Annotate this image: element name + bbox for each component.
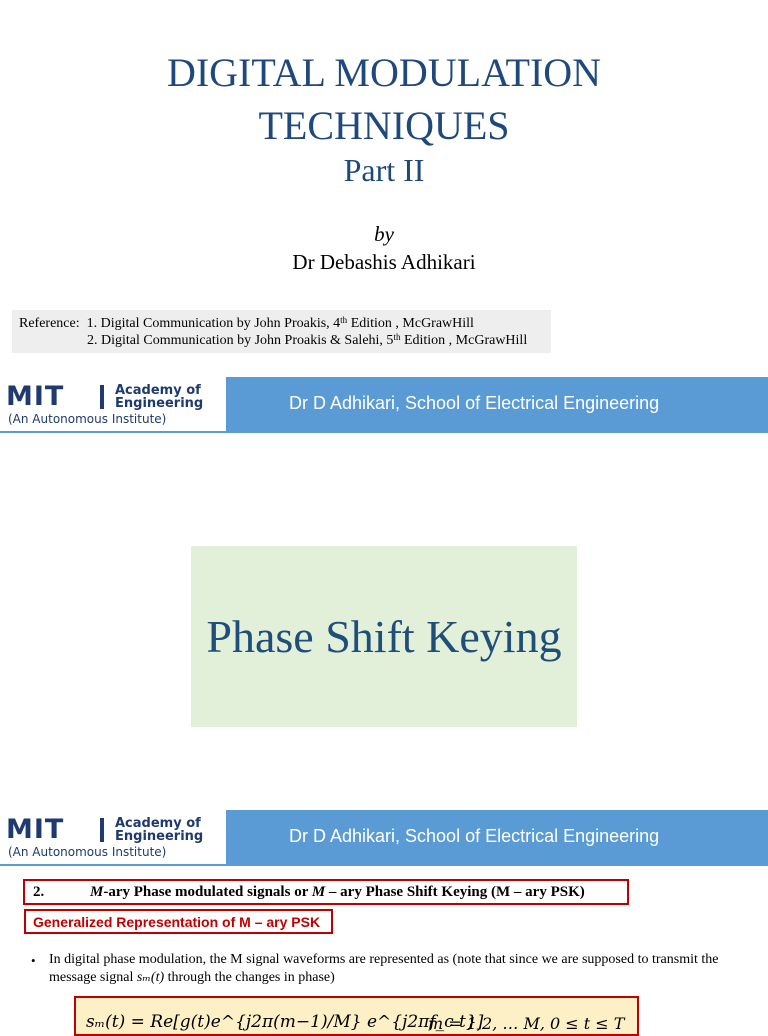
equation-box: [74, 996, 639, 1036]
title-line-1: DIGITAL MODULATION: [166, 50, 602, 95]
paragraph-math: sₘ(t): [136, 970, 165, 985]
mit-logo: [0, 377, 226, 433]
reference-2-tail: Edition , McGrawHill: [400, 333, 528, 348]
psk-title-box: [191, 546, 577, 727]
reference-1-sup: th: [340, 315, 348, 325]
paragraph-tail: through the changes in phase): [164, 970, 335, 985]
logo-academy-line: Academy of: [115, 383, 201, 398]
logo-divider: [100, 385, 104, 409]
section-heading-m: M: [90, 884, 104, 900]
logo-mit-text: MIT: [6, 814, 65, 845]
footer-banner: [0, 377, 768, 433]
logo-academy-text: [115, 384, 203, 410]
reference-1-text: 1. Digital Communication by John Proakis, 4: [86, 316, 341, 331]
by-label: by: [374, 222, 394, 246]
logo-academy-line: Academy of: [115, 816, 201, 831]
section-heading-m2: M: [311, 884, 326, 900]
bullet-icon: •: [31, 953, 36, 968]
logo-engineering-line: Engineering: [115, 396, 204, 411]
section-heading-box: [23, 879, 629, 905]
logo-autonomous-text: (An Autonomous Institute): [8, 845, 167, 859]
reference-1-tail: Edition , McGrawHill: [347, 316, 474, 331]
paragraph-text: In digital phase modulation, the M signal waveforms are represented as (note that since we are supposed to transmit the message signal: [49, 952, 719, 985]
logo-academy-text: [115, 817, 203, 843]
section-number: 2.: [33, 884, 45, 900]
equation-formula: sₘ(t) = Re[g(t)e^{j2π(m−1)/M} e^{j2πf_c t}]: [86, 1012, 484, 1032]
banner-footer-text: Dr D Adhikari, School of Electrical Engineering: [289, 393, 660, 413]
section-heading-text: -ary Phase modulated signals or: [103, 884, 312, 900]
subtitle: Part II: [343, 152, 425, 188]
logo-autonomous-text: (An Autonomous Institute): [8, 412, 167, 426]
reference-1: [19, 317, 474, 331]
generalized-label-box: [24, 909, 333, 934]
reference-2-sup: th: [393, 332, 401, 342]
section-heading: [90, 885, 585, 900]
banner-footer-text: Dr D Adhikari, School of Electrical Engineering: [289, 826, 660, 846]
section-heading-tail: – ary Phase Shift Keying (M – ary PSK): [325, 884, 585, 900]
body-paragraph: [49, 951, 749, 987]
mit-logo: [0, 810, 226, 866]
psk-title: Phase Shift Keying: [206, 611, 562, 662]
reference-label: Reference:: [19, 316, 80, 331]
reference-2-text: 2. Digital Communication by John Proakis & Salehi, 5: [87, 333, 394, 348]
footer-banner: [0, 810, 768, 866]
reference-2: [87, 334, 527, 348]
author-name: Dr Debashis Adhikari: [292, 250, 476, 274]
logo-engineering-line: Engineering: [115, 829, 204, 844]
title-line-2: TECHNIQUES: [258, 103, 510, 148]
logo-mit-text: MIT: [6, 381, 65, 412]
equation-range: m = 1,2, … M, 0 ≤ t ≤ T: [428, 1014, 625, 1033]
generalized-label: Generalized Representation of M – ary PSK: [33, 914, 321, 930]
logo-divider: [100, 818, 104, 842]
